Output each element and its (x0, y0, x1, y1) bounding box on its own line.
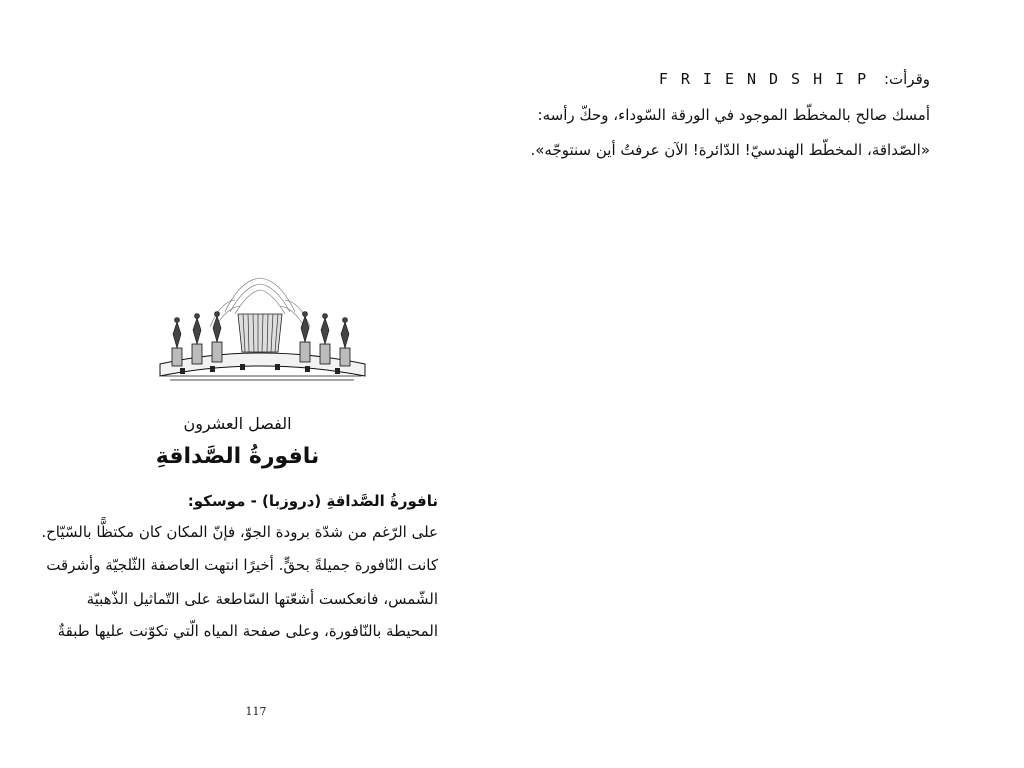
body-line-1: على الرّغم من شدّة برودة الجوّ، فإنّ المكان كان مكتظًّا بالسّيّاح. (41, 523, 438, 541)
body-line-2: كانت النّافورة جميلةً بحقٍّ. أخيرًا انتهت العاصفة الثّلجيّة وأشرقت (46, 556, 438, 574)
friendship-word: FRIENDSHIP (658, 70, 880, 88)
body-line-4: المحيطة بالنّافورة، وعلى صفحة المياه الّتي تكوّنت عليها طبقةٌ (57, 622, 438, 640)
body-line-3: الشّمس، فانعكست أشعّتها السّاطعة على التّماثيل الذّهبيّة (86, 590, 438, 608)
fountain-illustration (140, 272, 380, 392)
right-line-3: «الصّداقة، المخطّط الهندسيّ! الدّائرة! الآن عرفتُ أين سنتوجّه». (530, 141, 930, 159)
right-line-1 (651, 70, 930, 88)
chapter-label: الفصل العشرون (183, 414, 292, 433)
page-number: 117 (245, 705, 267, 718)
section-heading: نافورةُ الصَّداقةِ (دروزبا) - موسكو: (187, 492, 438, 510)
right-line-2: أمسك صالح بالمخطّط الموجود في الورقة السّوداء، وحكّ رأسه: (537, 106, 930, 124)
right-line-1-prefix: وقرأت: (883, 70, 930, 88)
right-page (512, 0, 1024, 768)
chapter-title: نافورةُ الصَّداقةِ (155, 444, 320, 469)
